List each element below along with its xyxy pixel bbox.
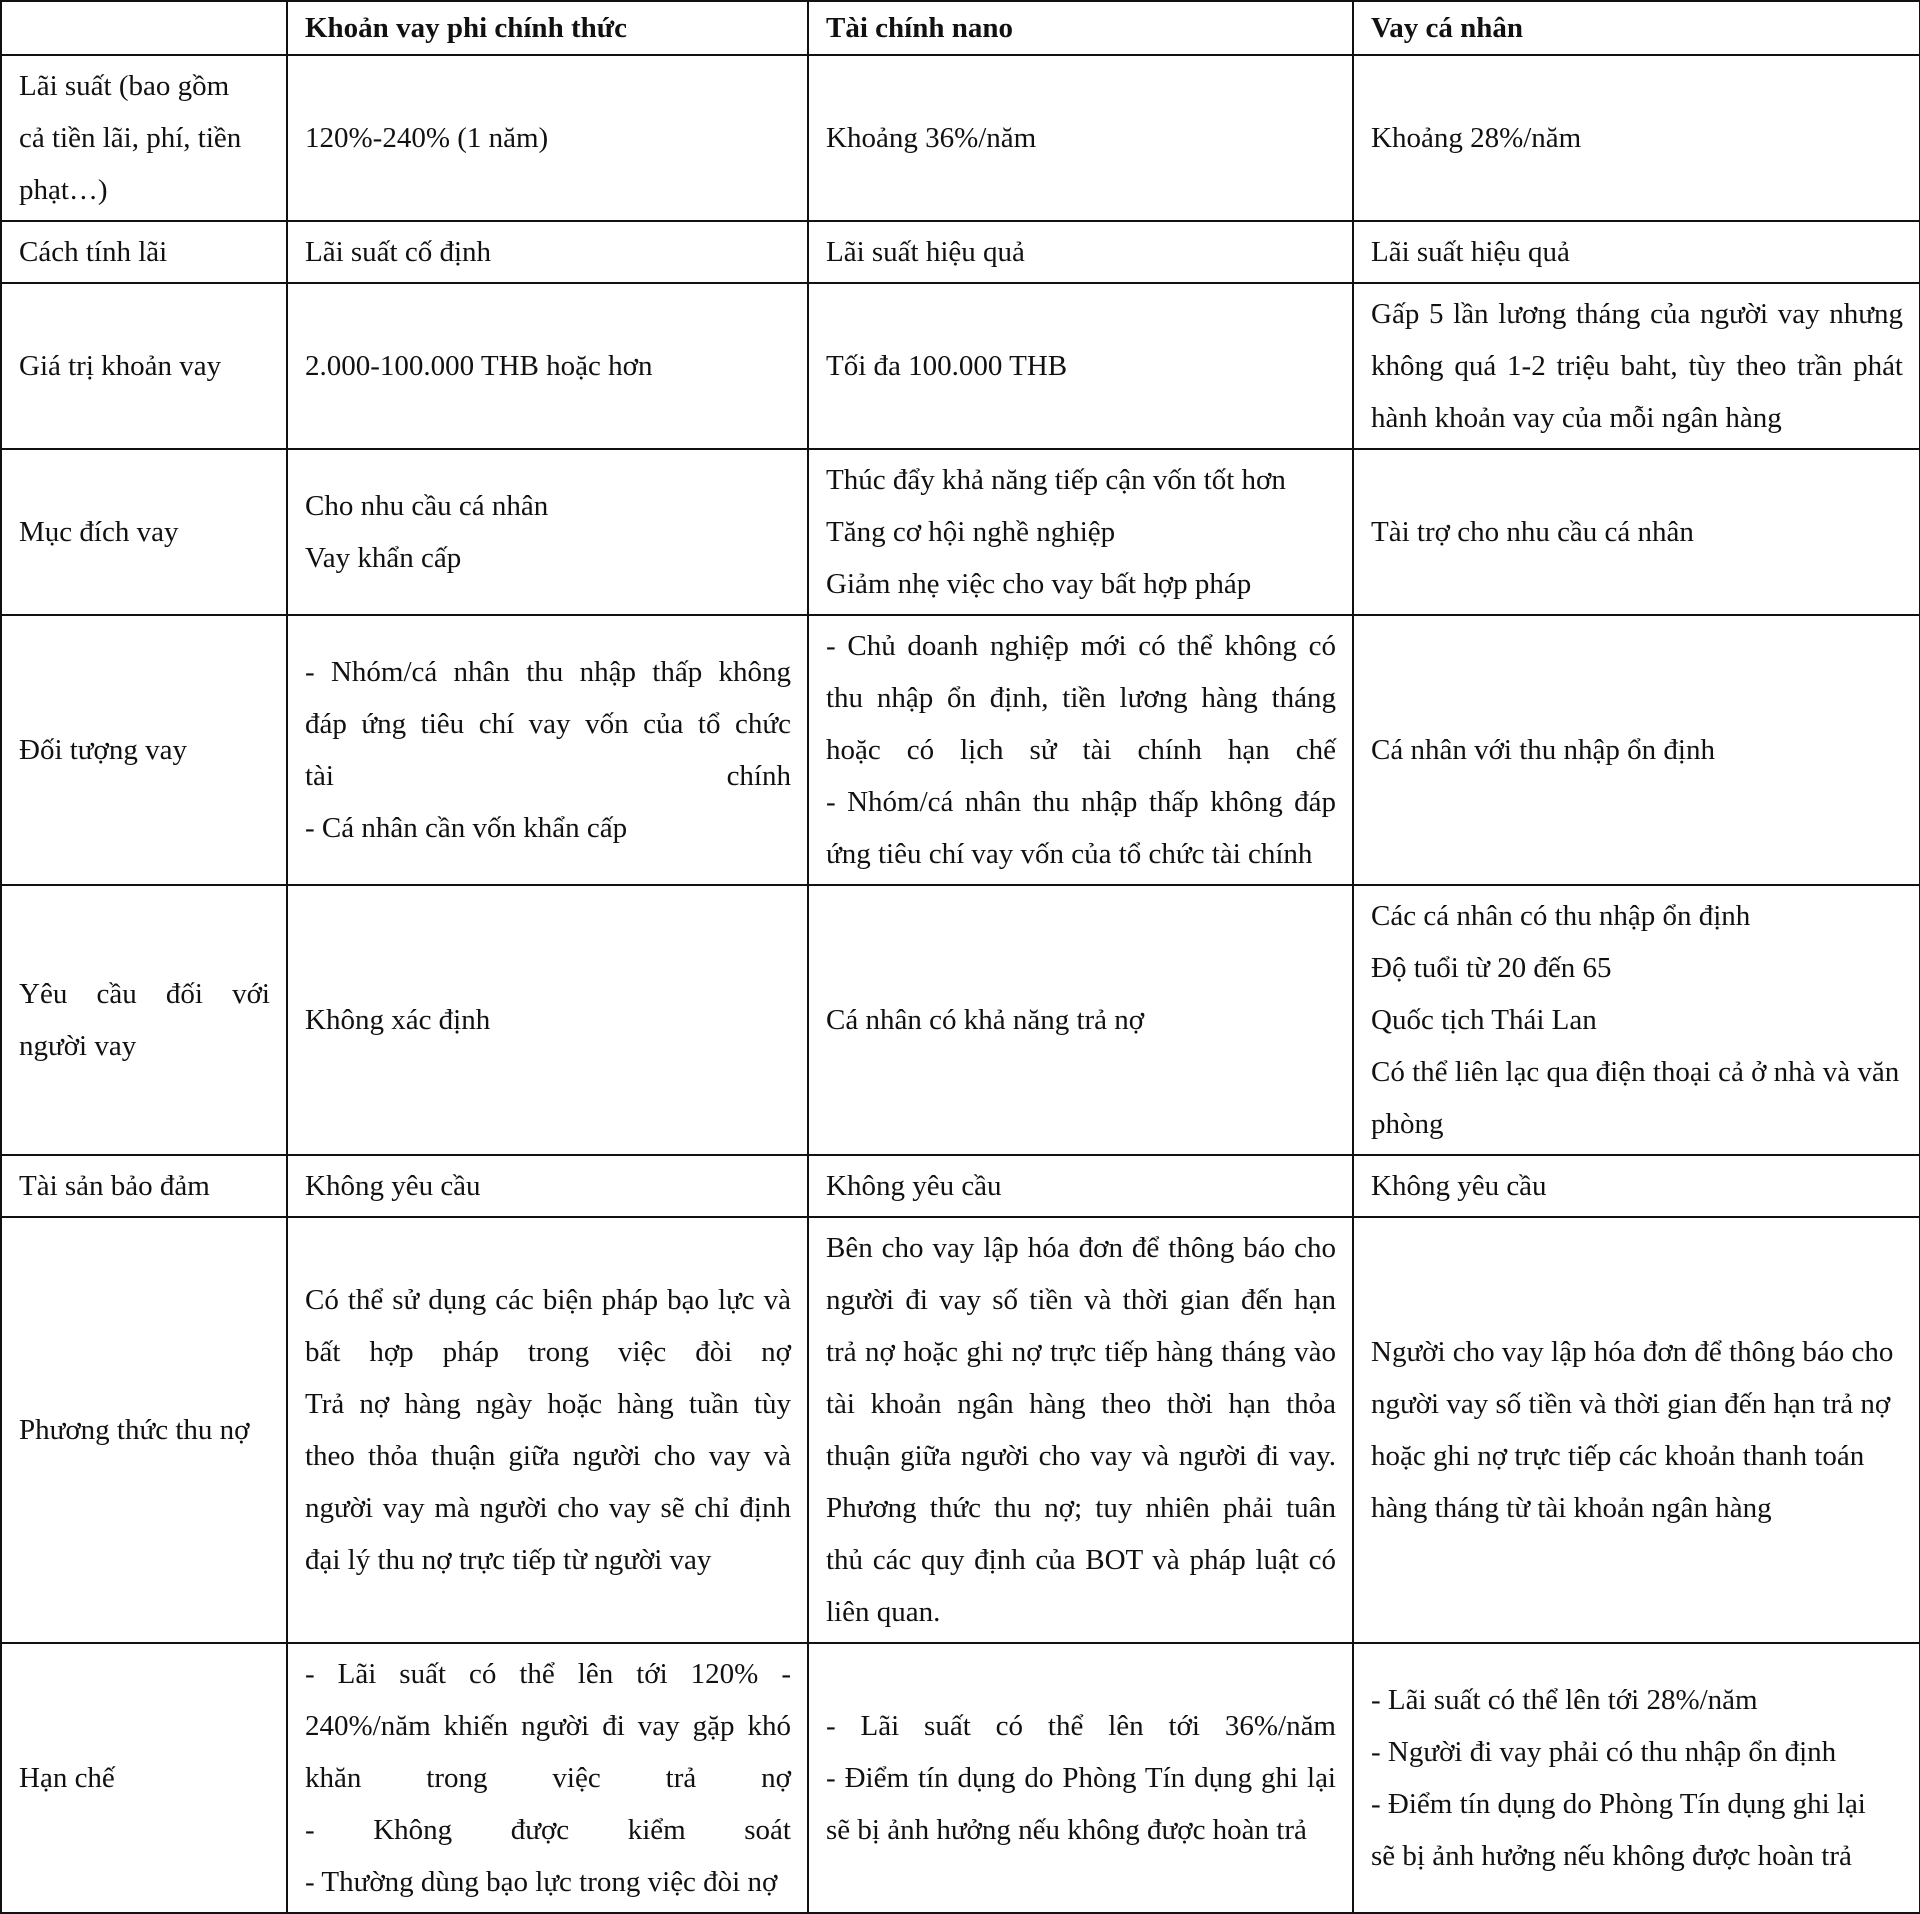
table-row-borrower-requirements — [1, 885, 1920, 1155]
cell-text — [305, 1274, 791, 1586]
cell-text — [305, 1648, 791, 1908]
cell-line: Bên cho vay lập hóa đơn để thông báo cho — [826, 1232, 1336, 1264]
table-row-limitations — [1, 1643, 1920, 1913]
cell-line: hàng tháng từ tài khoản ngân hàng — [1371, 1492, 1772, 1524]
cell-line: - Thường dùng bạo lực trong việc đòi nợ — [305, 1866, 778, 1898]
cell-text — [305, 480, 791, 584]
cell-line: tài khoản ngân hàng theo thời hạn thỏa — [826, 1388, 1336, 1420]
header-cell-informal-loan: Khoản vay phi chính thức — [287, 1, 808, 55]
cell-line: Có thể sử dụng các biện pháp bạo lực và — [305, 1284, 791, 1316]
table-cell — [1353, 885, 1920, 1155]
cell-line: liên quan. — [826, 1596, 941, 1628]
cell-line: Cá nhân có khả năng trả nợ — [826, 1004, 1145, 1036]
table-cell — [1353, 615, 1920, 885]
header-cell-empty — [1, 1, 287, 55]
table-cell — [1353, 1643, 1920, 1913]
cell-line: đại lý thu nợ trực tiếp từ người vay — [305, 1544, 712, 1576]
cell-line: Các cá nhân có thu nhập ổn định — [1371, 900, 1751, 932]
cell-line: phòng — [1371, 1108, 1444, 1140]
cell-line: - Không được kiểm soát — [305, 1814, 791, 1846]
cell-line: Mục đích vay — [19, 516, 179, 548]
table-row-loan-purpose — [1, 449, 1920, 615]
cell-line: đáp ứng tiêu chí vay vốn của tổ chức — [305, 708, 791, 740]
cell-line: - Điểm tín dụng do Phòng Tín dụng ghi lại — [1371, 1788, 1866, 1820]
cell-line: bất hợp pháp trong việc đòi nợ — [305, 1336, 791, 1368]
table-cell — [1353, 449, 1920, 615]
cell-line: - Cá nhân cần vốn khẩn cấp — [305, 812, 628, 844]
cell-line: Người cho vay lập hóa đơn để thông báo cho — [1371, 1336, 1894, 1368]
cell-text — [305, 226, 791, 278]
cell-text — [19, 968, 270, 1072]
cell-text — [305, 340, 791, 392]
cell-line: Cá nhân với thu nhập ổn định — [1371, 734, 1715, 766]
table-cell — [1353, 55, 1920, 221]
cell-text — [19, 506, 270, 558]
cell-line: Tài sản bảo đảm — [19, 1170, 210, 1202]
table-cell — [287, 615, 808, 885]
table-cell — [1353, 1217, 1920, 1643]
cell-text — [826, 1222, 1336, 1638]
table-cell — [808, 55, 1353, 221]
cell-line: Lãi suất hiệu quả — [826, 236, 1025, 268]
cell-line: Phương thức thu nợ; tuy nhiên phải tuân — [826, 1492, 1336, 1524]
cell-line: Phương thức thu nợ — [19, 1414, 250, 1446]
cell-text — [1371, 890, 1903, 1150]
cell-line: thu nhập ổn định, tiền lương hàng tháng — [826, 682, 1336, 714]
cell-text — [1371, 724, 1903, 776]
table-row-interest-calculation — [1, 221, 1920, 283]
cell-text — [19, 226, 270, 278]
cell-line: Lãi suất (bao gồm — [19, 70, 230, 102]
table-cell — [1353, 283, 1920, 449]
cell-text — [19, 1160, 270, 1212]
table-cell — [287, 449, 808, 615]
cell-line: Hạn chế — [19, 1762, 115, 1794]
cell-text — [826, 226, 1336, 278]
table-row-collection-method — [1, 1217, 1920, 1643]
table-cell — [287, 1155, 808, 1217]
table-cell — [808, 1217, 1353, 1643]
cell-text — [305, 1160, 791, 1212]
cell-line: Quốc tịch Thái Lan — [1371, 1004, 1597, 1036]
cell-line: Đối tượng vay — [19, 734, 187, 766]
cell-line: Độ tuổi từ 20 đến 65 — [1371, 952, 1612, 984]
cell-text — [826, 340, 1336, 392]
table-cell — [808, 885, 1353, 1155]
table-cell — [287, 55, 808, 221]
cell-text — [1371, 112, 1903, 164]
cell-line: 240%/năm khiến người đi vay gặp khó — [305, 1710, 791, 1742]
header-row — [1, 1, 1920, 55]
row-label-cell — [1, 1155, 287, 1217]
table-cell — [287, 1643, 808, 1913]
cell-line: ứng tiêu chí vay vốn của tổ chức tài chính — [826, 838, 1313, 870]
cell-line: không quá 1-2 triệu baht, tùy theo trần phát — [1371, 350, 1903, 382]
cell-text — [19, 1752, 270, 1804]
cell-line: theo thỏa thuận giữa người cho vay và — [305, 1440, 791, 1472]
cell-line: Lãi suất cố định — [305, 236, 492, 268]
cell-line: tài chính — [305, 760, 791, 792]
cell-text — [826, 1700, 1336, 1856]
table-cell — [808, 221, 1353, 283]
cell-line: Tối đa 100.000 THB — [826, 350, 1068, 382]
cell-line: thuận giữa người cho vay và người đi vay. — [826, 1440, 1336, 1472]
cell-line: sẽ bị ảnh hưởng nếu không được hoàn trả — [1371, 1840, 1852, 1872]
cell-text — [826, 994, 1336, 1046]
cell-line: Khoảng 36%/năm — [826, 122, 1037, 154]
cell-text — [1371, 288, 1903, 444]
row-label-cell — [1, 885, 287, 1155]
cell-text — [19, 1404, 270, 1456]
cell-line: người vay mà người cho vay sẽ chỉ định — [305, 1492, 791, 1524]
table-body — [1, 55, 1920, 1913]
cell-line: người vay số tiền và thời gian đến hạn trả nợ — [1371, 1388, 1891, 1420]
cell-text — [826, 112, 1336, 164]
table-cell — [287, 283, 808, 449]
cell-line: - Người đi vay phải có thu nhập ổn định — [1371, 1736, 1837, 1768]
cell-line: Cách tính lãi — [19, 236, 168, 268]
cell-line: cả tiền lãi, phí, tiền — [19, 122, 242, 154]
cell-text — [1371, 1326, 1903, 1534]
cell-line: người đi vay số tiền và thời gian đến hạn — [826, 1284, 1336, 1316]
cell-line: hoặc ghi nợ trực tiếp các khoản thanh toán — [1371, 1440, 1865, 1472]
cell-line: 2.000-100.000 THB hoặc hơn — [305, 350, 653, 382]
row-label-cell — [1, 449, 287, 615]
cell-line: Trả nợ hàng ngày hoặc hàng tuần tùy — [305, 1388, 791, 1420]
cell-line: - Nhóm/cá nhân thu nhập thấp không đáp — [826, 786, 1336, 818]
table-cell — [287, 885, 808, 1155]
cell-text — [1371, 226, 1903, 278]
header-cell-nano-finance: Tài chính nano — [808, 1, 1353, 55]
cell-text — [305, 112, 791, 164]
cell-text — [1371, 506, 1903, 558]
cell-line: - Lãi suất có thể lên tới 36%/năm — [826, 1710, 1336, 1742]
cell-line: Gấp 5 lần lương tháng của người vay nhưng — [1371, 298, 1903, 330]
cell-line: Vay khẩn cấp — [305, 542, 462, 574]
row-label-cell — [1, 1643, 287, 1913]
header-cell-personal-loan: Vay cá nhân — [1353, 1, 1920, 55]
row-label-cell — [1, 221, 287, 283]
cell-line: Thúc đẩy khả năng tiếp cận vốn tốt hơn — [826, 464, 1286, 496]
table-cell — [808, 1643, 1353, 1913]
cell-line: Lãi suất hiệu quả — [1371, 236, 1570, 268]
cell-line: Yêu cầu đối với — [19, 978, 270, 1010]
cell-line: Không yêu cầu — [305, 1170, 481, 1202]
cell-text — [19, 340, 270, 392]
cell-line: Khoảng 28%/năm — [1371, 122, 1582, 154]
cell-text — [826, 1160, 1336, 1212]
cell-line: trả nợ hoặc ghi nợ trực tiếp hàng tháng vào — [826, 1336, 1336, 1368]
cell-text — [1371, 1160, 1903, 1212]
cell-line: Tài trợ cho nhu cầu cá nhân — [1371, 516, 1694, 548]
cell-text — [19, 60, 270, 216]
table-row-collateral — [1, 1155, 1920, 1217]
cell-line: Giảm nhẹ việc cho vay bất hợp pháp — [826, 568, 1252, 600]
table-cell — [1353, 221, 1920, 283]
cell-text — [826, 620, 1336, 880]
cell-line: - Lãi suất có thể lên tới 28%/năm — [1371, 1684, 1758, 1716]
row-label-cell — [1, 55, 287, 221]
cell-line: khăn trong việc trả nợ — [305, 1762, 791, 1794]
cell-text — [305, 994, 791, 1046]
row-label-cell — [1, 283, 287, 449]
cell-text — [1371, 1674, 1903, 1882]
cell-text — [305, 646, 791, 854]
table-cell — [287, 221, 808, 283]
table-cell — [808, 615, 1353, 885]
cell-line: - Nhóm/cá nhân thu nhập thấp không — [305, 656, 791, 688]
table-row-interest-rate — [1, 55, 1920, 221]
table-cell — [808, 283, 1353, 449]
cell-line: 120%-240% (1 năm) — [305, 122, 549, 154]
table-row-borrower-target — [1, 615, 1920, 885]
cell-line: người vay — [19, 1030, 137, 1062]
row-label-cell — [1, 1217, 287, 1643]
cell-line: Giá trị khoản vay — [19, 350, 222, 382]
table-cell — [287, 1217, 808, 1643]
cell-line: hành khoản vay của mỗi ngân hàng — [1371, 402, 1782, 434]
cell-line: thủ các quy định của BOT và pháp luật có — [826, 1544, 1336, 1576]
cell-line: Không yêu cầu — [1371, 1170, 1547, 1202]
cell-line: - Điểm tín dụng do Phòng Tín dụng ghi lại — [826, 1762, 1336, 1794]
table-cell — [1353, 1155, 1920, 1217]
cell-text — [826, 454, 1336, 610]
cell-line: hoặc có lịch sử tài chính hạn chế — [826, 734, 1336, 766]
cell-line: - Lãi suất có thể lên tới 120% - — [305, 1658, 791, 1690]
row-label-cell — [1, 615, 287, 885]
cell-line: phạt…) — [19, 174, 108, 206]
cell-line: Cho nhu cầu cá nhân — [305, 490, 549, 522]
table-row-loan-value — [1, 283, 1920, 449]
cell-line: Tăng cơ hội nghề nghiệp — [826, 516, 1116, 548]
table-cell — [808, 449, 1353, 615]
cell-line: - Chủ doanh nghiệp mới có thể không có — [826, 630, 1336, 662]
cell-line: Không yêu cầu — [826, 1170, 1002, 1202]
table-cell — [808, 1155, 1353, 1217]
cell-line: Có thể liên lạc qua điện thoại cả ở nhà và văn — [1371, 1056, 1900, 1088]
cell-line: Không xác định — [305, 1004, 491, 1036]
cell-text — [19, 724, 270, 776]
cell-line: sẽ bị ảnh hưởng nếu không được hoàn trả — [826, 1814, 1307, 1846]
